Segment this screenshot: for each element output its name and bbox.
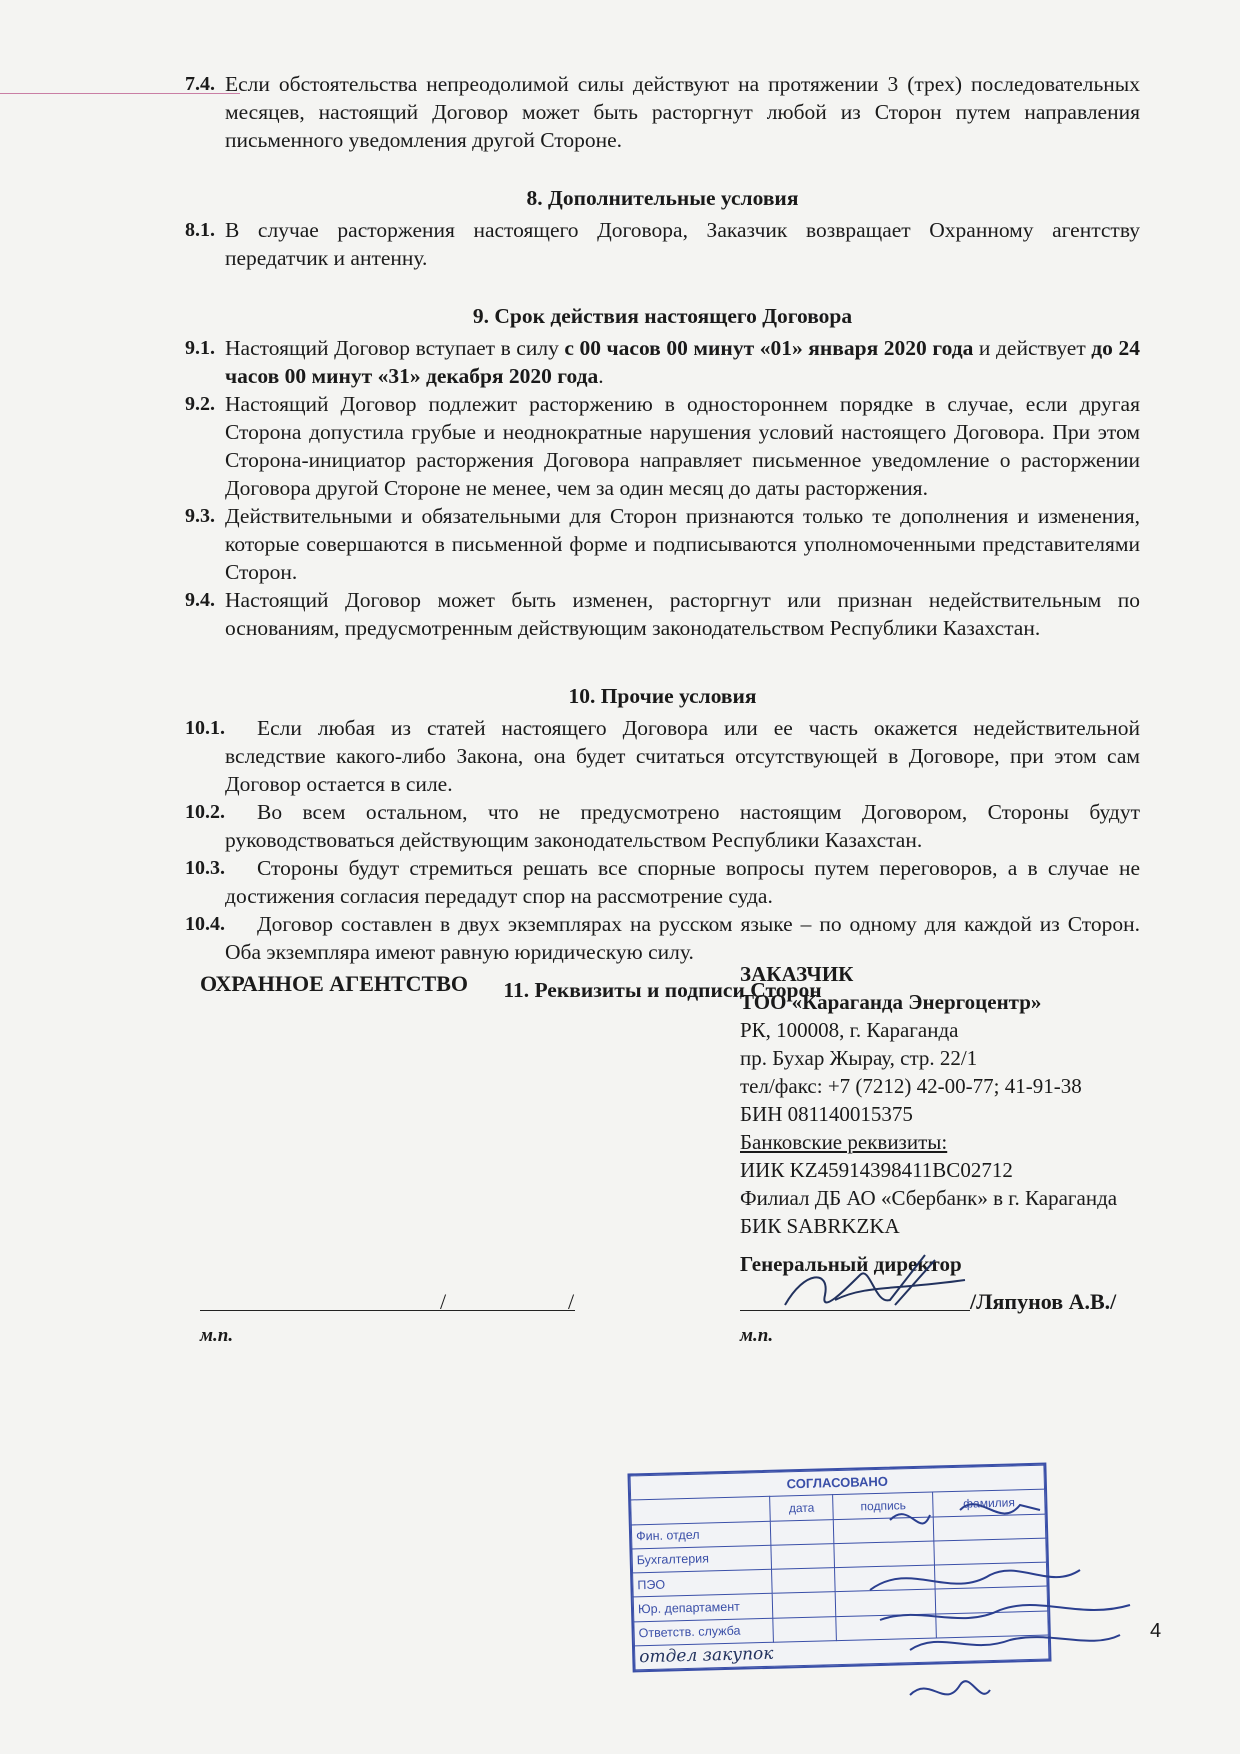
- clause-9-1: [185, 334, 1140, 390]
- customer-name: ТОО «Караганда Энергоцентр»: [740, 990, 1042, 1014]
- effective-date: с 00 часов 00 минут «01» января 2020 года: [564, 336, 974, 360]
- clause-9-3: [185, 502, 1140, 586]
- clause-number: 10.1.: [185, 717, 225, 739]
- stamp-row-label: Юр. департамент: [633, 1594, 773, 1622]
- clause-10-1: [185, 714, 1140, 798]
- contract-body: [185, 70, 1140, 1008]
- clause-8-1: [185, 216, 1140, 272]
- clause-text: В случае расторжения настоящего Договора, Заказчик возвращает Охранному агентству передатчик и антенну.: [225, 218, 1140, 270]
- expiry-date: до 24 часов 00 минут «31» декабря 2020 года: [225, 336, 1140, 388]
- clause-text: Во всем остальном, что не предусмотрено настоящим Договором, Стороны будут руководствоваться действующим законодательством Республики Казахстан.: [225, 800, 1140, 852]
- clause-number: 9.3.: [185, 505, 215, 527]
- clause-number: 9.4.: [185, 589, 215, 611]
- signature-separator: /: [568, 1289, 575, 1314]
- clause-number: 10.4.: [185, 913, 225, 935]
- clause-text: Если обстоятельства непреодолимой силы действуют на протяжении 3 (трех) последовательных месяцев, настоящий Договор может быть расторгнут любой из Сторон путем направления письменного уведомления другой Стороне.: [225, 72, 1140, 152]
- clause-text: Если любая из статей настоящего Договора или ее часть окажется недействительной вследствие какого-либо Закона, она будет считаться отсутствующей в Договоре, при этом сам Договор остается в силе.: [225, 716, 1140, 796]
- clause-text: Действительными и обязательными для Сторон признаются только те дополнения и изменения, которые совершаются в письменной форме и подписываются уполномоченными представителями Сторон.: [225, 504, 1140, 584]
- clause-number: 10.2.: [185, 801, 225, 823]
- handwritten-signature: [775, 1250, 975, 1320]
- customer-address-1: РК, 100008, г. Караганда: [740, 1018, 959, 1042]
- customer-bin: БИН 081140015375: [740, 1102, 913, 1126]
- approval-signatures: [850, 1480, 1150, 1720]
- party-details: [185, 960, 1140, 1346]
- stamp-col-date: дата: [770, 1495, 834, 1521]
- signature-separator: /: [440, 1289, 447, 1314]
- stamp-title: СОГЛАСОВАНО: [630, 1465, 1044, 1500]
- clause-text: Стороны будут стремиться решать все спорные вопросы путем переговоров, а в случае не достижения согласия передадут спор на рассмотрение суда.: [225, 856, 1140, 908]
- stamp-row-label: Фин. отдел: [631, 1521, 771, 1549]
- director-title: Генеральный директор: [740, 1252, 962, 1276]
- customer-bank: Филиал ДБ АО «Сбербанк» в г. Караганда: [740, 1186, 1118, 1210]
- stamp-col-name: фамилия: [933, 1489, 1045, 1516]
- stamp-row-label: Ответств. служба: [634, 1618, 774, 1646]
- clause-10-4: [185, 910, 1140, 966]
- clause-7-4: [185, 70, 1140, 154]
- section-10-heading: 10. Прочие условия: [568, 684, 757, 708]
- clause-text: Настоящий Договор может быть изменен, расторгнут или признан недействительным по основаниям, предусмотренным действующим законодательством Республики Казахстан.: [225, 588, 1140, 640]
- clause-number: 8.1.: [185, 219, 215, 241]
- signature-line-agency: [200, 1310, 575, 1311]
- section-8-heading: 8. Дополнительные условия: [526, 186, 799, 210]
- customer-address-2: пр. Бухар Жырау, стр. 22/1: [740, 1046, 978, 1070]
- clause-number: 7.4.: [185, 73, 215, 95]
- bank-details-label: Банковские реквизиты:: [740, 1130, 948, 1154]
- section-11-heading: 11. Реквизиты и подписи Сторон: [503, 978, 822, 1002]
- customer-bik: БИК SABRKZKA: [740, 1214, 900, 1238]
- customer-label: ЗАКАЗЧИК: [740, 962, 854, 986]
- customer-details: [740, 960, 1160, 1240]
- clause-text: Настоящий Договор подлежит расторжению в одностороннем порядке в случае, если другая Сторона допустила грубые и неоднократные нарушения условий настоящего Договора. При этом Сторона-инициатор расторжения Договора направляет письменное уведомление о расторжении Договора другой Стороне не менее, чем за один месяц до даты расторжения.: [225, 392, 1140, 500]
- text-part: и действует: [973, 336, 1092, 360]
- customer-signer: /Ляпунов А.В./: [970, 1289, 1117, 1314]
- page-number: 4: [1150, 1620, 1162, 1642]
- clause-9-4: [185, 586, 1140, 642]
- clause-number: 10.3.: [185, 857, 225, 879]
- customer-iik: ИИК KZ45914398411BC02712: [740, 1158, 1013, 1182]
- stamp-handwritten-note: отдел закупок: [634, 1635, 1048, 1670]
- text-part: .: [598, 364, 604, 388]
- text-part: Настоящий Договор вступает в силу: [225, 336, 565, 360]
- stamp-blank: [631, 1497, 771, 1525]
- security-agency-label: ОХРАННОЕ АГЕНТСТВО: [200, 971, 468, 996]
- clause-text: Договор составлен в двух экземплярах на русском языке – по одному для каждой из Сторон. Оба экземпляра имеют равную юридическую силу.: [225, 912, 1140, 964]
- seal-place-agency: м.п.: [200, 1325, 234, 1346]
- seal-place-customer: м.п.: [740, 1325, 774, 1346]
- clause-number: 9.1.: [185, 337, 215, 359]
- clause-10-2: [185, 798, 1140, 854]
- clause-number: 9.2.: [185, 393, 215, 415]
- stamp-col-sign: подпись: [833, 1492, 934, 1519]
- customer-phone: тел/факс: +7 (7212) 42-00-77; 41-91-38: [740, 1074, 1082, 1098]
- clause-10-3: [185, 854, 1140, 910]
- stamp-row-label: Бухгалтерия: [632, 1545, 772, 1573]
- section-9-heading: 9. Срок действия настоящего Договора: [472, 304, 853, 328]
- clause-text: [225, 334, 1140, 390]
- stamp-row-label: ПЭО: [633, 1569, 773, 1597]
- clause-9-2: [185, 390, 1140, 502]
